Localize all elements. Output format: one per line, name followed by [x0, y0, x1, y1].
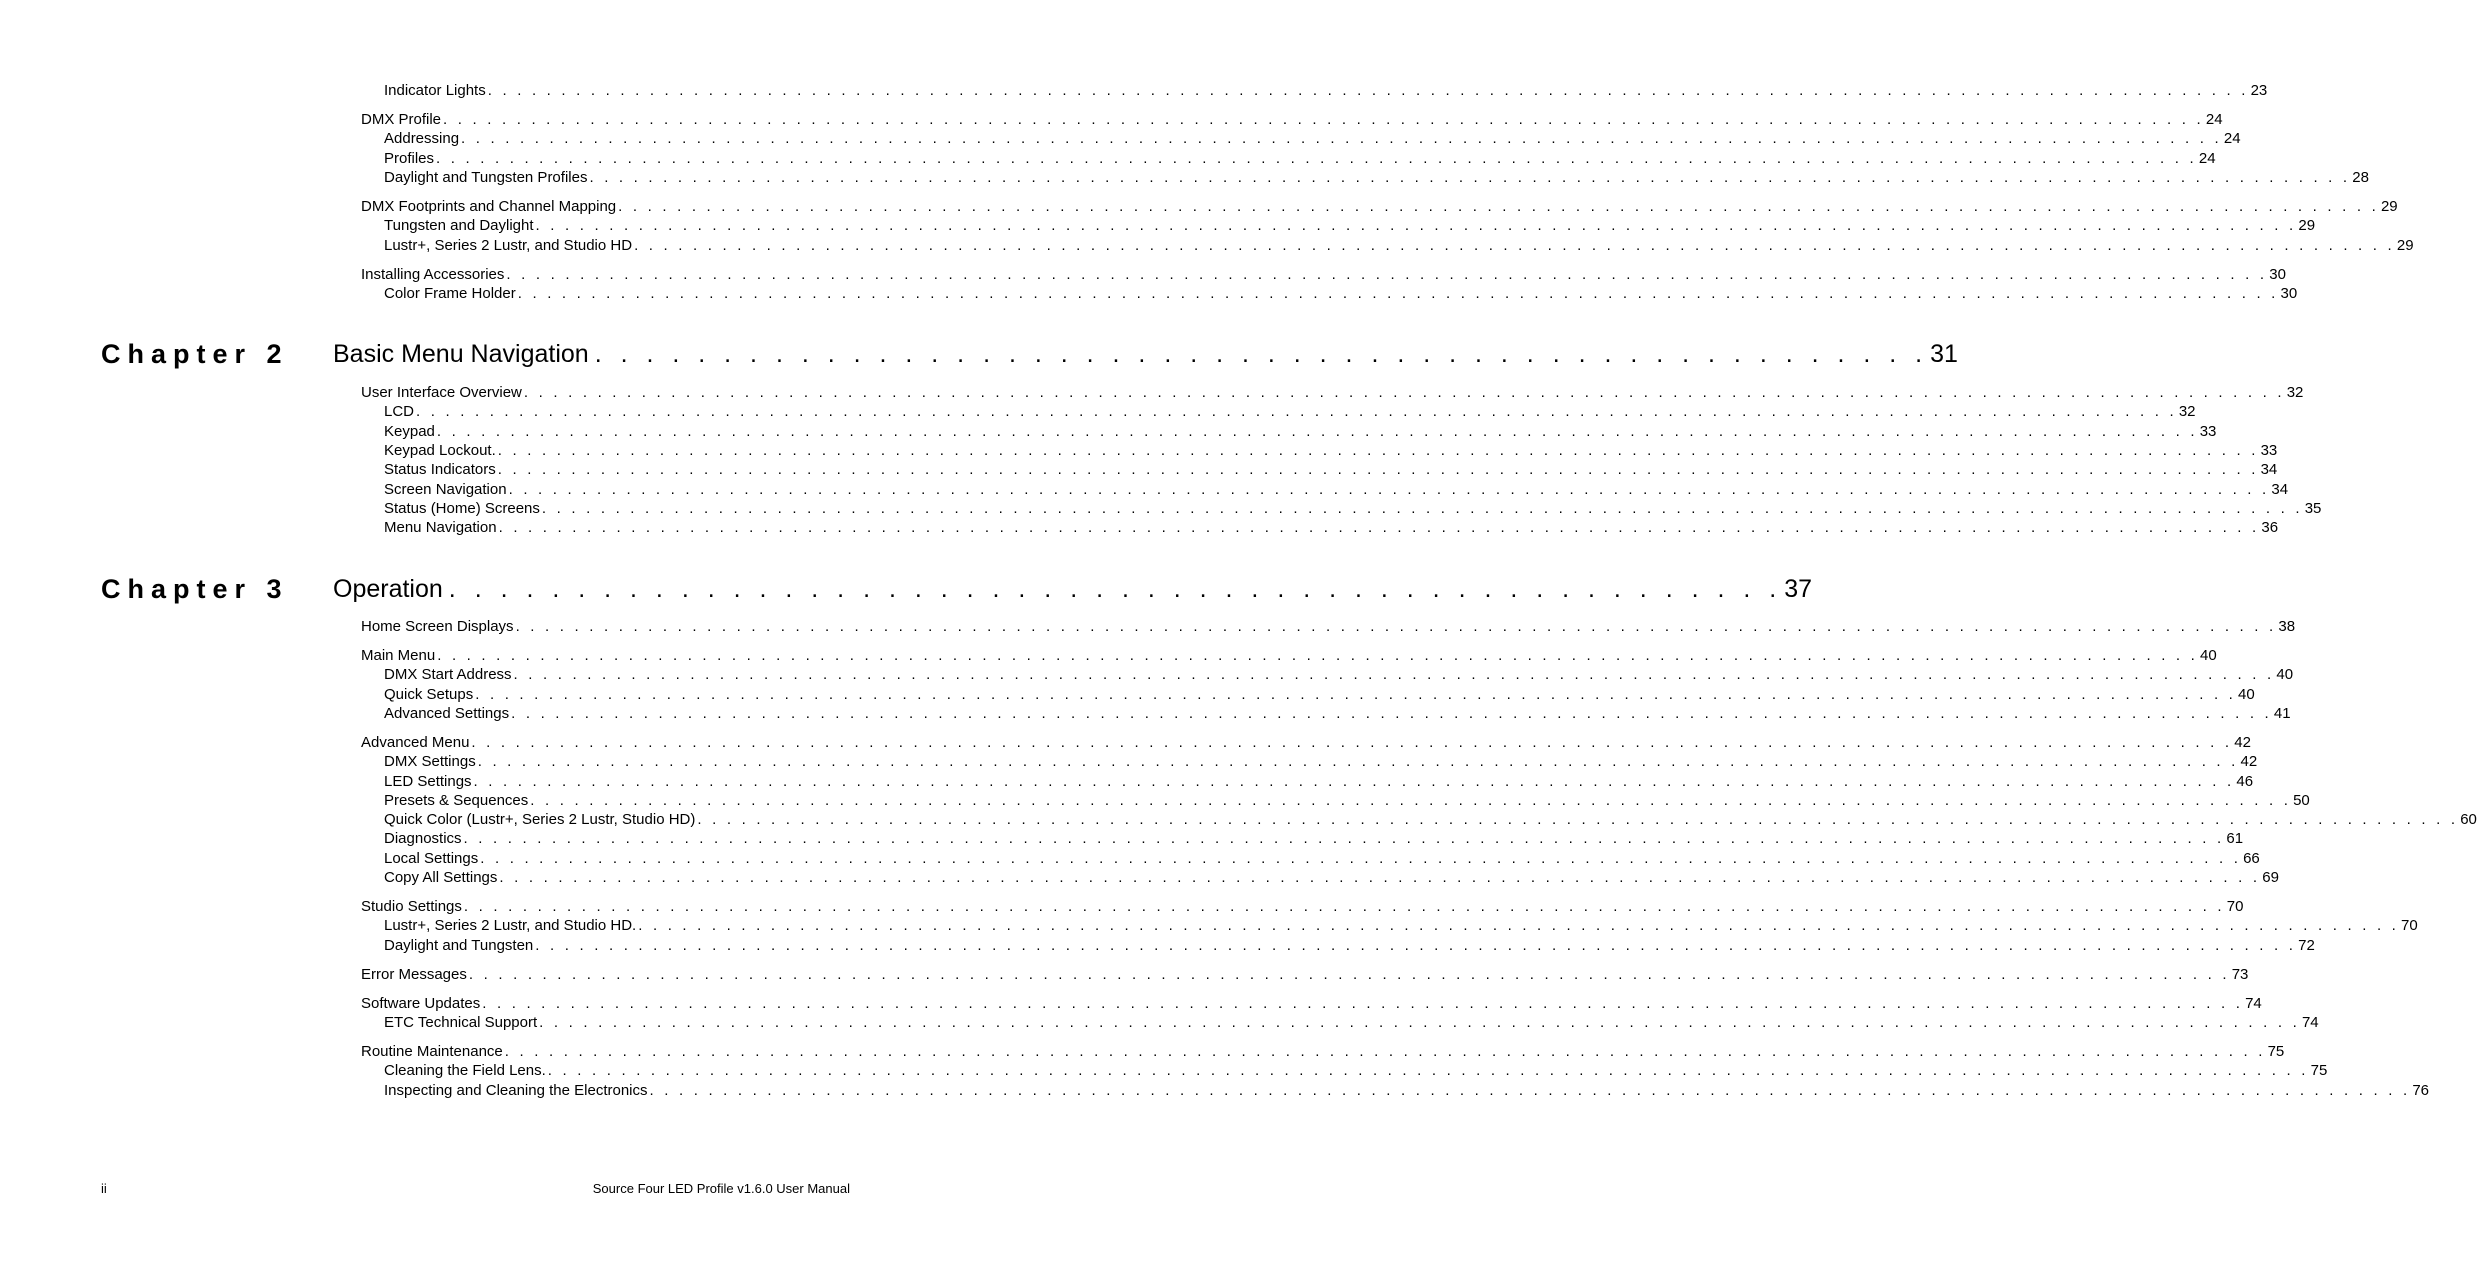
leader-dots: . . . . . . . . . . . . . . . . . . . . . . . . . . . . . . . . . . . . . . . . . . . . . . . . . . . . . . . . . . . . . . . . . . . . . . . . . . . . . . . . . . . . . . . . . . . . . . . . . . . . . . . . . . . . . . . . . . . . . . . .	[511, 704, 2272, 722]
leader-dots: . . . . . . . . . . . . . . . . . . . . . . . . . . . . . . . . . . . . . . . . . . . . . . . . . . . . . . . . . . . . . . . . . . . . . . . . . . . . . . . . . . . . . . . . . . . . . . . . . . . . . . . . . . . . . . . . . . . . . . . .	[497, 461, 2259, 479]
toc-entry-page: 30	[2280, 284, 2298, 302]
toc-entry-title: Advanced Menu	[361, 733, 470, 751]
leader-dots: . . . . . . . . . . . . . . . . . . . . . . . . . . . . . . . . . . . . . . . . . . . . . . . . . . . . . . . . . . . . . . . . . . . . . . . . . . . . . . . . . . . . . . . . . . . . . . . . . . . . . . . . . . . . . . . . . . . . . . . .	[416, 403, 2177, 421]
toc-entry-page: 33	[2199, 422, 2217, 440]
leader-dots: . . . . . . . . . . . . . . . . . . . . . . . . . . . . . . . . . . . . . . . . . . . . . . . . . . . . . . . . . . . . . . . . . . . . . . . . . . . . . . . . . . . . . . . . . . . . . . . . . . . . . . . . . . . . . . . . . . . . . . . .	[463, 898, 2225, 915]
toc-entry-page: 46	[2236, 772, 2254, 790]
leader-dots: . . . . . . . . . . . . . . . . . . . . . . . . . . . . . . . . . . . . . . . . . . . . . . . . . . . . . . . . . . . . . . . . . . . . . . . . . . . . . . . . . . . . . . . . . . . . . . . . . . . . . . . . . . . . . . . . . . . . . . . .	[649, 1081, 2411, 1099]
toc-entry[interactable]	[384, 441, 2278, 460]
footer-manual-title: Source Four LED Profile v1.6.0 User Manual	[592, 1181, 850, 1196]
toc-entry[interactable]	[384, 461, 2278, 479]
toc-entry-page: 40	[2238, 685, 2255, 703]
toc-entry-page: 40	[2200, 647, 2217, 664]
leader-dots: . . . . . . . . . . . . . . . . . . . . . . . . . . . . . . . . . . . . . . . . . . . . . . . . . . . . . . . . . . . . . . . . . . . . . . . . . . . . . . . . . . . . . . . . . . . . . . . . . . . . . . . . . . . . . . . . . . . . . . . .	[634, 236, 2395, 254]
toc-entry-title: DMX Start Address	[384, 666, 512, 684]
toc-entry-title: Lustr+, Series 2 Lustr, and Studio HD.	[384, 917, 637, 935]
toc-entry-page: 35	[2304, 499, 2322, 517]
toc-entry-title: Copy All Settings	[384, 869, 498, 886]
toc-entry[interactable]	[384, 168, 2369, 187]
toc-entry-page: 42	[2234, 733, 2251, 751]
toc-entry-title: Indicator Lights	[384, 82, 486, 99]
toc-entry[interactable]	[361, 647, 2217, 665]
toc-entry-title: Screen Navigation	[384, 480, 507, 498]
toc-entry-page: 69	[2262, 869, 2279, 886]
leader-dots: . . . . . . . . . . . . . . . . . . . . . . . . . . . . . . . . . . . . . . . . . . . . . . . . . . . . . . . . . . . . . . . . . . . . . . . . . . . . . . . . . . . . . . . . . . . . . . . . . . . . . . . . . . . . . . . . . . . . . . . .	[541, 499, 2303, 517]
leader-dots: . . . . . . . . . . . . . . . . . . . . . . . . . . . . . . . . . . . . . . . . . . . . . . . . . . . . . . . . . . . . . . . . . . . . . . . . . . . . . . . . . . . . . . . . . . . . . . . . . . . . . . . . . . . . . . . . . . . . . . . .	[517, 284, 2279, 302]
toc-entry-page: 24	[2198, 149, 2216, 167]
leader-dots: . . . . . . . . . . . . . . . . . . . . . . . . . . . . . . . . . . . . . . . . . . . . . . . . . . . . . . . . . . . . . . . . . . . . . . . . . . . . . . . . . . . . . . . . . . . . . . . . . . . . . . . . . . . . . . . . . . . . . . . .	[499, 869, 2261, 886]
toc-entry-page: 50	[2293, 791, 2310, 809]
chapter-3-label: Chapter 3	[101, 574, 289, 604]
toc-entry-page: 29	[2298, 217, 2316, 235]
leader-dots: . . . . . . . . . . . . . . . . . . . . . . . . . . . . . . . . . . . . . . . . . . . . . . . . . . . . . . . . . . . . . . . . . . . . . . . . . . . . . . . . . . . . . . . . . . . . . . . . . . . . . . . . . . . . . . . . . . . . . . . .	[697, 811, 2459, 829]
chapter-2-title: Basic Menu Navigation	[333, 340, 589, 368]
toc-entry-page: 40	[2276, 666, 2294, 684]
toc-entry-title: LCD	[384, 403, 415, 421]
toc-entry-title: Installing Accessories	[361, 265, 505, 283]
toc-entry-title: Software Updates	[361, 994, 481, 1012]
toc-entry-page: 34	[2260, 461, 2278, 479]
leader-dots: . . . . . . . . . . . . . . . . . . . . . . . . . . . . . . . . . . . . . . . . . . . . . . . . . . . . . . . . . . . . . . . . . . . . . . . . . . . . . . . . . . . . . . . . . . . . . . . . . . . . . . . . . . . . . . . . . . . . . . . .	[547, 1062, 2309, 1080]
toc-entry-page: 75	[2267, 1042, 2285, 1060]
toc-entry[interactable]	[361, 197, 2398, 216]
toc-entry-title: Menu Navigation	[384, 519, 497, 537]
toc-entry-title: Presets & Sequences	[384, 791, 529, 809]
toc-entry-page: 23	[2250, 82, 2268, 99]
toc-entry[interactable]	[384, 849, 2260, 868]
toc-entry[interactable]	[384, 917, 2418, 935]
leader-dots: . . . . . . . . . . . . . . . . . . . . . . . . . . . . . . . . . . . . . . . . . . . . . . . . . . . . . . . . . . . . . . . . . . . . . . . . . . . . . . . . . . . . . . . . . . . . . . . . . . . . . . . . . . . . . . . . . . . . . . . .	[463, 830, 2225, 848]
toc-entry[interactable]	[384, 869, 2279, 887]
toc-entry-title: Daylight and Tungsten	[384, 936, 534, 954]
leader-dots: . . . . . . . . . . . . . . . . . . . . . . . . . . . . . . . . . . . . . . . . . . . . . . . . . . . . . . . . . . . . . . . . . . . . . . . . . . . . . . . . . . . . . . . . . . . . . . . . . . . . . . . . . . . . . . . . . . . . . . . .	[477, 753, 2239, 771]
leader-dots: . . . . . . . . . . . . . . . . . . . . . . . . . . . . . . . . . . . . . . . . . . . . . . . . . . . . . . . . . . . . . . . . . . . . . . . . . . . . . . . . . . . . . . . . . . . . . . . . . . . . . . . . . . . . . . . . . . . . . . . .	[473, 772, 2235, 790]
toc-entry-page: 76	[2412, 1081, 2430, 1099]
toc-entry[interactable]	[384, 82, 2268, 100]
toc-entry[interactable]	[384, 666, 2294, 684]
toc-entry-title: User Interface Overview	[361, 384, 522, 401]
toc-entry[interactable]	[384, 217, 2316, 235]
toc-entry-title: Home Screen Displays	[361, 618, 514, 635]
toc-entry-title: Advanced Settings	[384, 704, 510, 722]
toc-entry-page: 60	[2460, 811, 2477, 829]
leader-dots: . . . . . . . . . . . . . . . . . . . . . . . . . . . . . . . . . . . . . . . . . . . . . . . . . . . . . . . . . . . . . . . . . . . . . . . . . . . . . . . . . . . . . . . . . . . . . . . . . . . . . . . . . . . . . . . . . . . . . . . .	[523, 384, 2285, 401]
toc-entry[interactable]	[361, 384, 2304, 402]
toc-entry[interactable]	[361, 965, 2249, 984]
toc-entry[interactable]	[384, 422, 2217, 441]
leader-dots: . . . . . . . . . . . . . . . . . . . . . . . . . . . . . . . . . . . . . . . . . . . . . . . . . . . . . . . . . . . . . . . . . . . . . . . . . . . . . . . . . . . . . . . . . . . . . . . . . . . . . . . . . . . . . . . . . . . . . . . .	[535, 217, 2297, 235]
leader-dots: . . . . . . . . . . . . . . . . . . . . . . . . . . . . . . . . . . . . . . . . . . . . . . . . . . . . . . . . . . . . . . . . . . . . . . . . . . . . . . . . . . . . . . . . . . . . . . . . . . . . . . . . . . . . . . . . . . . . . . . .	[497, 441, 2259, 459]
toc-entry[interactable]	[361, 898, 2244, 916]
toc-entry-page: 74	[2301, 1013, 2319, 1031]
toc-entry[interactable]	[361, 618, 2296, 636]
toc-entry-page: 75	[2310, 1062, 2328, 1080]
toc-entry-page: 33	[2260, 441, 2278, 459]
toc-entry[interactable]	[361, 111, 2223, 129]
toc-entry[interactable]	[384, 704, 2291, 723]
toc-entry-title: DMX Profile	[361, 111, 442, 128]
leader-dots: . . . . . . . . . . . . . . . . . . . . . . . . . . . . . . . . . . . . . . . . . . . . . . . . . . . . . . . . . . . . . . . . . . . . . . . . . . . . . . . . . . . . . . . . . . . . . . . . . . . . . . . . . . . . . . . . . . . . . . . .	[443, 111, 2204, 128]
toc-entry-page: 66	[2243, 849, 2260, 867]
leader-dots: . . . . . . . . . . . . . . . . . . . . . . . . . . . . . . . . . . . . . . . . . . . . . . . . . . . . . . . . . . . . . . . . . . . . . . . . . . . . . . . . . . . . . . . . . . . . . . . . . . . . . . . . . . . . . . . . . . . . . . . .	[475, 685, 2237, 703]
leader-dots: . . . . . . . . . . . . . . . . . . . . . . . . . . . . . . . . . . . . . . . . . . . . . . . . . . . . . . . . . . . . . . . . . . . . . . . . . . . . . . . . . . . . . . . . . . . . . . . . . . . . . . . . . . . . . . . . . . . . . . . .	[539, 1013, 2300, 1031]
toc-entry[interactable]	[384, 499, 2322, 518]
toc-entry[interactable]	[384, 519, 2279, 537]
toc-entry-title: Keypad Lockout.	[384, 441, 496, 459]
chapter-2-heading[interactable]	[333, 339, 1958, 369]
leader-dots: . . . . . . . . . . . . . . . . . . . . . . . . . . . . . . . . . . . . . . . . . . . . . . . . . . . . . . . . . . . . . . . . . . . . . . . . . . . . . . . . . . . . . . . . . . . . . . . . . . . . . . . . . . . . . . . . . . . . . . . .	[504, 1042, 2266, 1060]
toc-entry-title: Main Menu	[361, 647, 436, 664]
leader-dots: . . . . . . . . . . . . . . . . . . . . . . . . . . . . . . . . . . . . . . . . . . . . . . . . . . . . . . . . . . . . . . . . . . . . . . . . . . . . . . . . . . . . . . . . . . . . . . . . . . . . . . . . . . . . . . . . . . . . . . . .	[461, 130, 2222, 148]
toc-entry-page: 42	[2240, 753, 2258, 771]
toc-entry-page: 32	[2178, 403, 2196, 421]
toc-entry[interactable]	[384, 1013, 2319, 1032]
toc-entry-title: LED Settings	[384, 772, 472, 790]
toc-entry-page: 72	[2298, 936, 2315, 954]
toc-entry-title: Keypad	[384, 422, 435, 440]
toc-entry-title: DMX Settings	[384, 753, 476, 771]
toc-entry[interactable]	[361, 265, 2286, 284]
toc-entry-page: 38	[2278, 618, 2296, 635]
toc-entry[interactable]	[384, 130, 2241, 148]
footer-page-number: ii	[101, 1181, 107, 1196]
leader-dots: . . . . . . . . . . . . . . . . . . . . . . . . . . . . . . . . . . . . . . . . . . . . . . . . . . . . . . . . . . . . . . . . . . . . . . . . . . . . . . . . . . . . . . . . . . . . . . . . . . . . . . . . . . . . . . . . . . . . . . . .	[498, 519, 2260, 537]
chapter-2-page: 31	[1930, 340, 1958, 368]
leader-dots: . . . . . . . . . . . . . . . . . . . . . . . . . . . . . . . . . . . . . . . . . . . . . . . . . . . . . . . . . . . . . . . . . . . . . . . . . . . . . . . . . . . . . . . . . . . . . . . . . . . . . . . . . . . . . . . . . . . . . . . .	[436, 149, 2197, 167]
toc-entry-title: Profiles	[384, 149, 435, 167]
toc-entry-title: Cleaning the Field Lens.	[384, 1062, 546, 1080]
leader-dots: . . . . . . . . . . . . . . . . . . . . . . . . . . . . . . . . . . . . . . . . . . . . . . . . . . . . . . . . . . . . . . . . . . . . . . . . . . . . . . . . . . . . . . . . . . . . . . . . . . . . . . . . . . . . . . . . . . . . . . . .	[487, 82, 2249, 99]
toc-entry-page: 74	[2245, 994, 2262, 1012]
toc-entry[interactable]	[384, 403, 2196, 421]
leader-dots: . . . . . . . . . . . . . . . . . . . . . . . . . . . . . . . . . . . . . . . . . . . . . . . . . . . . . . . . . . . . . . . . . . . . . . . . . . . . . . . . . . . . . . . . . . . . . . . . . . . . . . . . . . . . . . . . . . . . . . . .	[508, 480, 2270, 498]
toc-entry[interactable]	[361, 1042, 2285, 1061]
toc-entry[interactable]	[384, 772, 2254, 791]
leader-dots: . . . . . . . . . . . . . . . . . . . . . . . . . . . . . . . . . . . . . . . . . . . . . . . . . . . . . . . . . . . . . . . . . . . . . . . . . . . . . . . . . . . . . . . . . . . . . . . . . . . . . . . . . . . . . . . . . . . . . . . .	[515, 618, 2277, 635]
leader-dots: . . . . . . . . . . . . . . . . . . . . . . . . . . . . . . . . . . . . . . . . . . . . . . . . . . . . . . . . . . . . . . . . . . . . . . . . . . . . . . . . . . . . . . . . . . . . . . . . . . . . . . . . . . . . . . . . . . . . . . . .	[589, 168, 2351, 186]
toc-entry-page: 28	[2352, 168, 2369, 186]
leader-dots: . . . . . . . . . . . . . . . . . . . . . . . . . . . . . . . . . . . . . . . . . . . . . . . . . . . . . . . . . . . . . . . . . . . . . . . . . . . . . . . . . . . . . . . . . . . . . . . . . . . . . . . . . . . . . . . . . . . . . . . .	[482, 994, 2244, 1012]
toc-entry-page: 24	[2205, 111, 2223, 128]
toc-entry[interactable]	[384, 236, 2414, 255]
toc-entry[interactable]	[384, 791, 2310, 810]
toc-entry-title: DMX Footprints and Channel Mapping	[361, 197, 617, 215]
toc-entry-title: Routine Maintenance	[361, 1042, 503, 1060]
toc-entry[interactable]	[384, 830, 2244, 848]
toc-entry[interactable]	[384, 149, 2216, 168]
leader-dots: . . . . . . . . . . . . . . . . . . . . . . . . . . . . . . . . . . . . . . . . . . . . . . . . . . . . . . . . . . . . . . . . . . . . . . . . . . . . . . . . . . . . . . . . . . . . . . . . . . . . . . . . . . . . . . . . . . . . . . . .	[436, 422, 2198, 440]
toc-entry[interactable]	[384, 480, 2289, 499]
toc-entry-page: 41	[2273, 704, 2291, 722]
toc-entry-title: Tungsten and Daylight	[384, 217, 534, 235]
chapter-3-page: 37	[1784, 575, 1813, 603]
leader-dots: . . . . . . . . . . . . . . . . . . . . . . . . . . . . . . . . . . . . . . . . . . . . . . . . . . . . . . . . . . . . . . . . . . . . . . . . . . . . . . . . . . . . . . . . . . . . . . . . . . . . . . . . . . . . . . . . . . . . . . . .	[530, 791, 2292, 809]
leader-dots: . . . . . . . . . . . . . . . . . . . . . . . . . . . . . . . . . . . . . . . . . . . . . . . . . . . . . . . . . . . . . . . . . . . . . . . . . . . . . . . . . . . . . . . . . . . . . . . . . . . . . . . . . . . . . . . . . . . . . . . .	[506, 265, 2268, 283]
toc-entry-title: Diagnostics	[384, 830, 462, 848]
leader-dots: . . . . . . . . . . . . . . . . . . . . . . . . . . . . . . . . . . . . . . . . . . . . . . . . . . . . . . . . . . . . . . . . . . . . . . . . . . . . . . . . . . . . . . . . . . . . . . . . . . . . . . . . . . . . . . . . . . . . . . . .	[480, 849, 2242, 867]
toc-entry-title: Addressing	[384, 130, 460, 148]
toc-entry-title: Studio Settings	[361, 898, 462, 915]
toc-entry-page: 24	[2223, 130, 2241, 148]
leader-dots: . . . . . . . . . . . . . . . . . . . . . . . . . . . . . . . . . . . . . . . . . . . . . . . . . . . . . . . . . . . . . . . . . . . . . . . . . . . . . . . . . . . . . . . . . . . . . . . . . . . . . . . . . . . . . . . . . . . . . . . .	[535, 936, 2297, 954]
chapter-2-label: Chapter 2	[101, 339, 289, 369]
toc-entry-title: Local Settings	[384, 849, 479, 867]
toc-entry-title: Lustr+, Series 2 Lustr, and Studio HD	[384, 236, 633, 254]
leader-dots: . . . . . . . . . . . . . . . . . . . . . . . . . . . . . . . . . . . . . . . . . . . . . . . . . . . . . . . . . . . . . . . . . . . . . . . . . . . . . . . . . . . . . . . . . . . . . . . . . . . . . . . . . . . . . . . . . . . . . . . .	[513, 666, 2275, 684]
toc-entry-page: 70	[2401, 917, 2418, 935]
toc-entry-title: Color Frame Holder	[384, 284, 516, 302]
toc-entry-title: Status Indicators	[384, 461, 496, 479]
toc-entry-title: Quick Color (Lustr+, Series 2 Lustr, Studio HD)	[384, 811, 696, 829]
leader-dots: . . . . . . . . . . . . . . . . . . . . . . . . . . . . . . . . . . . . . . . . . . . . . . . . . . . . . . . . . . . . . . . . . . . . . . . . . . . . . . . . . . . . . . . . . . . . . . . . . . . . . . . . . . . . . . . . . . . . . . . .	[471, 733, 2233, 751]
toc-entry[interactable]	[384, 284, 2298, 303]
leader-dots: . . . . . . . . . . . . . . . . . . . . . . . . . . . . . . . . . . . . . . . . . . . . . . . . . . . .	[448, 575, 1783, 603]
leader-dots: . . . . . . . . . . . . . . . . . . . . . . . . . . . . . . . . . . . . . . . . . . . . . . . . . . . .	[594, 340, 1929, 368]
toc-entry-page: 34	[2271, 480, 2289, 498]
toc-entry-title: Daylight and Tungsten Profiles	[384, 168, 588, 186]
toc-entry-page: 32	[2286, 384, 2304, 401]
toc-entry-title: ETC Technical Support	[384, 1013, 538, 1031]
toc-entry[interactable]	[384, 685, 2255, 704]
leader-dots: . . . . . . . . . . . . . . . . . . . . . . . . . . . . . . . . . . . . . . . . . . . . . . . . . . . . . . . . . . . . . . . . . . . . . . . . . . . . . . . . . . . . . . . . . . . . . . . . . . . . . . . . . . . . . . . . . . . . . . . .	[618, 197, 2379, 215]
toc-entry-page: 29	[2396, 236, 2414, 254]
toc-entry-title: Status (Home) Screens	[384, 499, 540, 517]
chapter-3-title: Operation	[333, 575, 443, 603]
toc-entry[interactable]	[384, 936, 2315, 955]
toc-entry[interactable]	[384, 1081, 2430, 1100]
toc-entry-title: Error Messages	[361, 965, 467, 983]
toc-entry[interactable]	[384, 1062, 2328, 1080]
toc-entry-page: 70	[2226, 898, 2244, 915]
toc-entry-page: 61	[2226, 830, 2244, 848]
leader-dots: . . . . . . . . . . . . . . . . . . . . . . . . . . . . . . . . . . . . . . . . . . . . . . . . . . . . . . . . . . . . . . . . . . . . . . . . . . . . . . . . . . . . . . . . . . . . . . . . . . . . . . . . . . . . . . . . . . . . . . . .	[437, 647, 2199, 664]
leader-dots: . . . . . . . . . . . . . . . . . . . . . . . . . . . . . . . . . . . . . . . . . . . . . . . . . . . . . . . . . . . . . . . . . . . . . . . . . . . . . . . . . . . . . . . . . . . . . . . . . . . . . . . . . . . . . . . . . . . . . . . .	[638, 917, 2400, 935]
toc-entry-page: 30	[2269, 265, 2286, 283]
leader-dots: . . . . . . . . . . . . . . . . . . . . . . . . . . . . . . . . . . . . . . . . . . . . . . . . . . . . . . . . . . . . . . . . . . . . . . . . . . . . . . . . . . . . . . . . . . . . . . . . . . . . . . . . . . . . . . . . . . . . . . . .	[468, 965, 2230, 983]
toc-entry[interactable]	[384, 811, 2477, 829]
toc-entry-page: 36	[2261, 519, 2279, 537]
toc-entry-page: 29	[2380, 197, 2398, 215]
toc-entry-title: Quick Setups	[384, 685, 474, 703]
toc-entry[interactable]	[361, 733, 2251, 752]
chapter-3-heading[interactable]	[333, 574, 1813, 604]
toc-entry-title: Inspecting and Cleaning the Electronics	[384, 1081, 648, 1099]
toc-entry[interactable]	[384, 753, 2258, 771]
toc-entry[interactable]	[361, 994, 2262, 1013]
toc-entry-page: 73	[2231, 965, 2249, 983]
